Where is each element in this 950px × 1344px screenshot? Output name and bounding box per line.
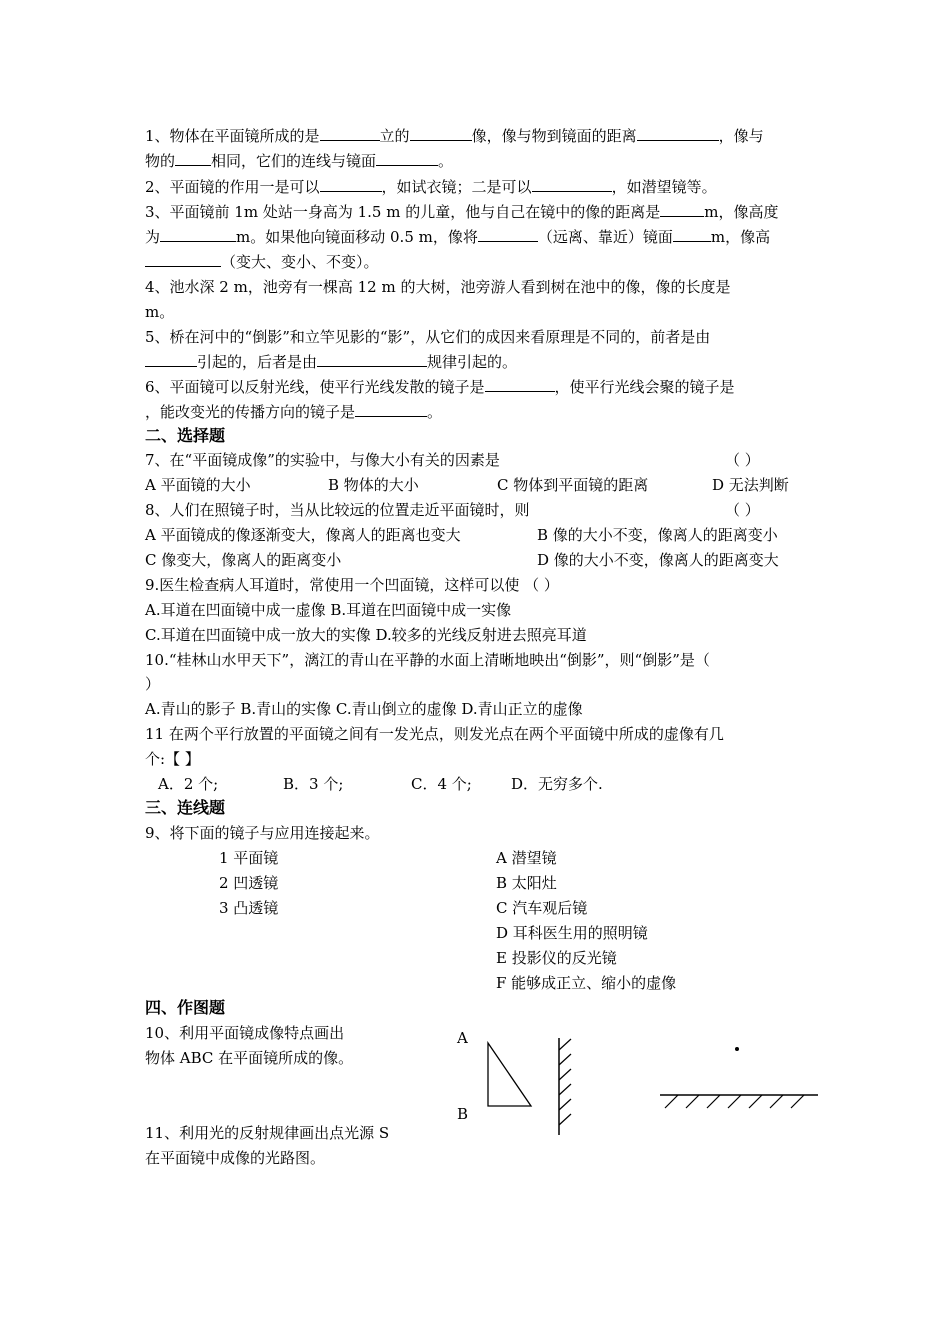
- option-c[interactable]: C．4 个;: [411, 775, 472, 793]
- text: （远离、靠近）镜面: [537, 228, 673, 246]
- text: ，如潜望镜等。: [611, 178, 717, 196]
- text: 。: [427, 403, 443, 421]
- option-c[interactable]: C 像变大，像离人的距离变小: [145, 551, 342, 569]
- q9-options-row2[interactable]: C.耳道在凹面镜中成一放大的实像 D.较多的光线反射进去照亮耳道: [145, 626, 587, 644]
- match-right-item[interactable]: A 潜望镜: [496, 849, 557, 867]
- text: ，像与: [718, 127, 764, 145]
- draw-q10-line1: 10、利用平面镜成像特点画出: [145, 1024, 345, 1042]
- option-d[interactable]: D 像的大小不变，像离人的距离变大: [537, 551, 779, 569]
- option-b[interactable]: B．3 个;: [283, 775, 344, 793]
- match-right-item[interactable]: D 耳科医生用的照明镜: [496, 924, 648, 942]
- draw-q11-line2: 在平面镜中成像的光路图。: [145, 1149, 326, 1167]
- option-a[interactable]: A．2 个;: [158, 775, 219, 793]
- q8-stem: 8、人们在照镜子时，当从比较远的位置走近平面镜时，则: [145, 501, 530, 519]
- horizontal-mirror-hatching: [665, 1095, 804, 1108]
- mirror-hatching: [559, 1039, 571, 1125]
- text: 5、桥在河中的“倒影”和立竿见影的“影”，从它们的成因来看原理是不同的，前者是由: [145, 328, 711, 346]
- text: ，如试衣镜；二是可以: [381, 178, 532, 196]
- text: m，像高度: [704, 203, 779, 221]
- text: 像，像与物到镜面的距离: [471, 127, 637, 145]
- match-right-item[interactable]: F 能够成正立、缩小的虚像: [496, 974, 677, 992]
- text: 4、池水深 2 m，池旁有一棵高 12 m 的大树，池旁游人看到树在池中的像，像的长度是: [145, 278, 731, 296]
- section-heading-choice: 二、选择题: [145, 426, 226, 445]
- text: ，使平行光线会聚的镜子是: [554, 378, 735, 396]
- text: 。: [438, 152, 454, 170]
- option-d[interactable]: D 无法判断: [712, 476, 789, 494]
- match-left-item[interactable]: 3 凸透镜: [219, 899, 279, 917]
- match-right-item[interactable]: E 投影仪的反光镜: [496, 949, 617, 967]
- q9-stem: 9.医生检查病人耳道时，常使用一个凹面镜，这样可以使 （ ）: [145, 576, 559, 594]
- text: m。如果他向镜面移动 0.5 m，像将: [236, 228, 478, 246]
- option-b[interactable]: B 像的大小不变，像离人的距离变小: [537, 526, 778, 544]
- text: 规律引起的。: [427, 353, 518, 371]
- text: m，像高: [710, 228, 771, 246]
- label-a: A: [457, 1029, 468, 1047]
- match-left-item[interactable]: 1 平面镜: [219, 849, 279, 867]
- text: 为: [145, 228, 161, 246]
- text: 1、物体在平面镜所成的是: [145, 127, 320, 145]
- text: 物的: [145, 152, 176, 170]
- option-a[interactable]: A 平面镜的大小: [145, 476, 251, 494]
- text: 引起的，后者是由: [197, 353, 318, 371]
- option-c[interactable]: C 物体到平面镜的距离: [497, 476, 649, 494]
- option-d[interactable]: D．无穷多个.: [511, 775, 603, 793]
- q7-stem: 7、在“平面镜成像”的实验中，与像大小有关的因素是: [145, 451, 500, 469]
- text: 相同，它们的连线与镜面: [211, 152, 377, 170]
- match-right-item[interactable]: C 汽车观后镜: [496, 899, 588, 917]
- answer-paren[interactable]: （ ）: [725, 451, 760, 469]
- text: 立的: [379, 127, 410, 145]
- triangle-abc: [488, 1043, 531, 1106]
- section-heading-drawing: 四、作图题: [145, 998, 226, 1017]
- text: ，能改变光的传播方向的镜子是: [145, 403, 356, 421]
- match-right-item[interactable]: B 太阳灶: [496, 874, 557, 892]
- q10-options[interactable]: A.青山的影子 B.青山的实像 C.青山倒立的虚像 D.青山正立的虚像: [145, 700, 583, 718]
- q10-stem: 10.“桂林山水甲天下”，漓江的青山在平静的水面上清晰地映出“倒影”，则“倒影”是（: [145, 651, 710, 669]
- match-stem: 9、将下面的镜子与应用连接起来。: [145, 824, 380, 842]
- draw-q11-line1: 11、利用光的反射规律画出点光源 S: [145, 1124, 390, 1142]
- text: 6、平面镜可以反射光线，使平行光线发散的镜子是: [145, 378, 485, 396]
- light-source-point: [735, 1047, 739, 1051]
- label-b: B: [457, 1105, 469, 1123]
- draw-q10-line2: 物体 ABC 在平面镜所成的像。: [145, 1049, 354, 1067]
- q10-stem-cont: ）: [145, 675, 161, 693]
- text: （变大、变小、不变）。: [221, 253, 379, 271]
- option-a[interactable]: A 平面镜成的像逐渐变大，像离人的距离也变大: [145, 526, 461, 544]
- match-left-item[interactable]: 2 凹透镜: [219, 874, 279, 892]
- answer-paren[interactable]: （ ）: [725, 501, 760, 519]
- text: m。: [145, 303, 175, 321]
- text: 2、平面镜的作用一是可以: [145, 178, 320, 196]
- text: 3、平面镜前 1m 处站一身高为 1.5 m 的儿童，他与自己在镜中的像的距离是: [145, 203, 661, 221]
- q11-stem-cont[interactable]: 个:【 】: [145, 750, 200, 768]
- q9-options-row1[interactable]: A.耳道在凹面镜中成一虚像 B.耳道在凹面镜中成一实像: [145, 601, 512, 619]
- option-b[interactable]: B 物体的大小: [328, 476, 419, 494]
- section-heading-matching: 三、连线题: [145, 798, 226, 817]
- q11-stem: 11 在两个平行放置的平面镜之间有一发光点，则发光点在两个平面镜中所成的虚像有几: [145, 725, 724, 743]
